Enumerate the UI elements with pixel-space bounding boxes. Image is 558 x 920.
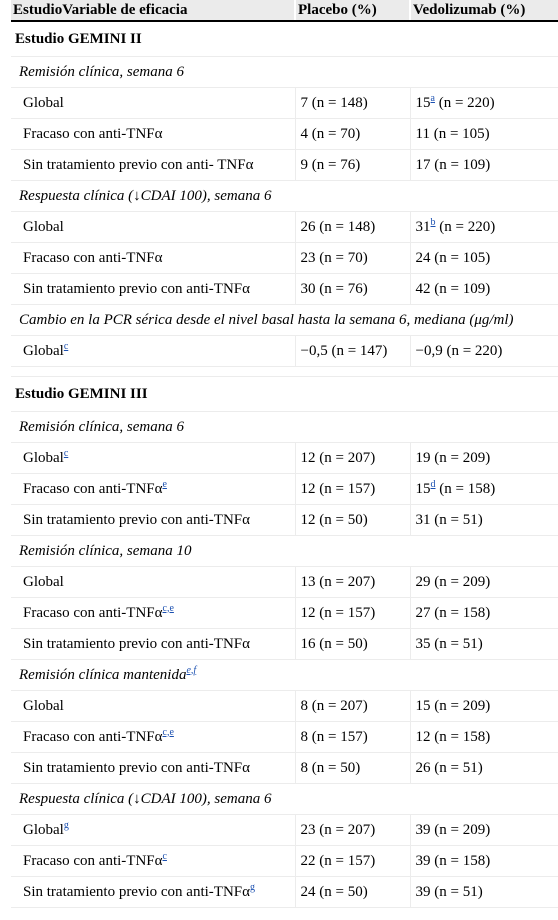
- placebo-cell: 4 (n = 70): [295, 119, 410, 150]
- variable-label: Global: [23, 94, 64, 111]
- variable-label: Sin tratamiento previo con anti-TNFα: [23, 511, 250, 528]
- variable-label: Fracaso con anti-TNFα: [23, 249, 163, 266]
- variable-cell: [11, 274, 295, 305]
- placebo-cell: 26 (n = 148): [295, 212, 410, 243]
- vedolizumab-cell: [410, 274, 558, 305]
- footnote-ref-link[interactable]: e: [162, 478, 167, 490]
- table-row: [11, 629, 558, 660]
- vedolizumab-value: 39 (n = 158): [415, 852, 491, 869]
- variable-label: Fracaso con anti-TNFα: [23, 125, 163, 142]
- footnote-ref-link[interactable]: g: [63, 819, 69, 831]
- variable-label: Sin tratamiento previo con anti-TNFα: [23, 280, 250, 297]
- table-row: [11, 691, 558, 722]
- footnote-ref-link[interactable]: g: [249, 881, 255, 893]
- vedolizumab-cell: [410, 567, 558, 598]
- variable-cell: [11, 119, 295, 150]
- group-title: Remisión clínica, semana 6: [19, 418, 184, 435]
- table-row: [11, 722, 558, 753]
- group-title: Remisión clínica, semana 6: [19, 63, 184, 80]
- variable-label: Global: [23, 821, 64, 838]
- table-row: [11, 753, 558, 784]
- vedolizumab-cell: [410, 336, 558, 367]
- variable-cell: [11, 567, 295, 598]
- group-row: [11, 57, 558, 88]
- table-row: [11, 119, 558, 150]
- footnote-ref-link[interactable]: c: [63, 447, 69, 459]
- group-title-cell: [11, 181, 558, 212]
- variable-cell: [11, 629, 295, 660]
- section-row: [11, 377, 558, 412]
- group-title: Respuesta clínica (↓CDAI 100), semana 6: [19, 790, 272, 807]
- section-row: [11, 21, 558, 57]
- variable-cell: [11, 443, 295, 474]
- footnote-ref-link[interactable]: c: [63, 340, 69, 352]
- table-row: [11, 474, 558, 505]
- vedolizumab-value: 31: [415, 218, 431, 235]
- vedolizumab-cell: [410, 150, 558, 181]
- variable-cell: [11, 722, 295, 753]
- vedolizumab-cell: [410, 212, 558, 243]
- group-row: [11, 536, 558, 567]
- group-title-cell: [11, 305, 558, 336]
- table-body: [11, 21, 558, 908]
- section-title: Estudio GEMINI II: [11, 21, 558, 57]
- variable-cell: [11, 753, 295, 784]
- vedolizumab-value: 29 (n = 209): [415, 573, 491, 590]
- table-row: [11, 336, 558, 367]
- vedolizumab-value: 15 (n = 209): [415, 697, 491, 714]
- variable-label: Fracaso con anti-TNFα: [23, 852, 163, 869]
- footnote-ref: [163, 848, 167, 862]
- variable-label: Global: [23, 697, 64, 714]
- group-title: Cambio en la PCR sérica desde el nivel basal hasta la semana 6, mediana (μg/ml): [19, 311, 514, 328]
- placebo-cell: 30 (n = 76): [295, 274, 410, 305]
- table-row: [11, 443, 558, 474]
- variable-label: Sin tratamiento previo con anti-TNFα: [23, 883, 250, 900]
- footnote-ref: [64, 445, 68, 459]
- footnote-ref-link[interactable]: c,e: [162, 602, 174, 614]
- table-row: [11, 88, 558, 119]
- vedolizumab-value: 42 (n = 109): [415, 280, 491, 297]
- placebo-cell: 22 (n = 157): [295, 846, 410, 877]
- variable-cell: [11, 505, 295, 536]
- placebo-cell: 8 (n = 207): [295, 691, 410, 722]
- group-row: [11, 181, 558, 212]
- vedolizumab-n: (n = 158): [435, 480, 496, 497]
- vedolizumab-cell: [410, 243, 558, 274]
- footnote-ref: [186, 662, 196, 676]
- variable-label: Sin tratamiento previo con anti-TNFα: [23, 759, 250, 776]
- vedolizumab-value: 11 (n = 105): [415, 125, 490, 142]
- variable-cell: [11, 815, 295, 846]
- variable-cell: [11, 691, 295, 722]
- vedolizumab-value: 39 (n = 51): [415, 883, 483, 900]
- group-title: Respuesta clínica (↓CDAI 100), semana 6: [19, 187, 272, 204]
- placebo-cell: 13 (n = 207): [295, 567, 410, 598]
- footnote-ref-link[interactable]: c,e: [162, 726, 174, 738]
- header-placebo: Placebo (%): [295, 0, 410, 21]
- variable-label: Global: [23, 218, 64, 235]
- vedolizumab-value: 19 (n = 209): [415, 449, 491, 466]
- placebo-cell: 8 (n = 157): [295, 722, 410, 753]
- footnote-ref: [64, 817, 69, 831]
- group-row: [11, 660, 558, 691]
- footnote-ref-link[interactable]: e,f: [186, 664, 197, 676]
- spacer-cell: [11, 367, 558, 377]
- group-row: [11, 305, 558, 336]
- table-row: [11, 243, 558, 274]
- group-row: [11, 784, 558, 815]
- group-title-cell: [11, 536, 558, 567]
- footnote-ref: [163, 476, 167, 490]
- variable-cell: [11, 846, 295, 877]
- vedolizumab-cell: [410, 88, 558, 119]
- vedolizumab-cell: [410, 443, 558, 474]
- vedolizumab-value: 39 (n = 209): [415, 821, 491, 838]
- vedolizumab-cell: [410, 474, 558, 505]
- placebo-cell: 24 (n = 50): [295, 877, 410, 908]
- group-title-cell: [11, 412, 558, 443]
- placebo-cell: −0,5 (n = 147): [295, 336, 410, 367]
- vedolizumab-n: (n = 220): [435, 218, 496, 235]
- vedolizumab-cell: [410, 815, 558, 846]
- vedolizumab-value: 31 (n = 51): [415, 511, 483, 528]
- variable-cell: [11, 243, 295, 274]
- vedolizumab-value: 27 (n = 158): [415, 604, 491, 621]
- variable-cell: [11, 150, 295, 181]
- variable-cell: [11, 212, 295, 243]
- footnote-ref: [250, 879, 255, 893]
- table-row: [11, 567, 558, 598]
- header-variable: EstudioVariable de eficacia: [11, 0, 295, 21]
- vedolizumab-cell: [410, 753, 558, 784]
- footnote-ref: [64, 338, 68, 352]
- footnote-ref-link[interactable]: a: [430, 92, 435, 104]
- group-title-cell: [11, 660, 558, 691]
- group-title-cell: [11, 57, 558, 88]
- vedolizumab-cell: [410, 598, 558, 629]
- vedolizumab-value: 17 (n = 109): [415, 156, 491, 173]
- variable-cell: [11, 474, 295, 505]
- placebo-cell: 12 (n = 157): [295, 474, 410, 505]
- table-row: [11, 505, 558, 536]
- variable-label: Sin tratamiento previo con anti-TNFα: [23, 635, 250, 652]
- vedolizumab-value: 35 (n = 51): [415, 635, 483, 652]
- table-row: [11, 274, 558, 305]
- placebo-cell: 16 (n = 50): [295, 629, 410, 660]
- vedolizumab-cell: [410, 691, 558, 722]
- table-row: [11, 877, 558, 908]
- vedolizumab-value: 26 (n = 51): [415, 759, 483, 776]
- header-row: [11, 0, 558, 21]
- variable-cell: [11, 336, 295, 367]
- variable-label: Fracaso con anti-TNFα: [23, 604, 163, 621]
- vedolizumab-cell: [410, 877, 558, 908]
- placebo-cell: 23 (n = 207): [295, 815, 410, 846]
- footnote-ref: [163, 600, 174, 614]
- table-row: [11, 150, 558, 181]
- vedolizumab-value: 24 (n = 105): [415, 249, 491, 266]
- vedolizumab-value: −0,9 (n = 220): [415, 342, 503, 359]
- placebo-cell: 12 (n = 157): [295, 598, 410, 629]
- variable-label: Global: [23, 342, 64, 359]
- variable-cell: [11, 598, 295, 629]
- footnote-ref-link[interactable]: c: [162, 850, 167, 862]
- footnote-ref: [163, 724, 174, 738]
- table-row: [11, 212, 558, 243]
- placebo-cell: 23 (n = 70): [295, 243, 410, 274]
- footnote-ref-link[interactable]: b: [430, 216, 436, 228]
- vedolizumab-value: 12 (n = 158): [415, 728, 491, 745]
- variable-cell: [11, 877, 295, 908]
- vedolizumab-cell: [410, 846, 558, 877]
- efficacy-table: [11, 0, 558, 908]
- variable-label: Sin tratamiento previo con anti- TNFα: [23, 156, 254, 173]
- vedolizumab-value: 15: [415, 480, 431, 497]
- vedolizumab-value: 15: [415, 94, 431, 111]
- vedolizumab-cell: [410, 629, 558, 660]
- variable-label: Global: [23, 573, 64, 590]
- table-row: [11, 846, 558, 877]
- section-title: Estudio GEMINI III: [11, 377, 558, 412]
- group-title: Remisión clínica mantenida: [19, 666, 187, 683]
- group-title-cell: [11, 784, 558, 815]
- placebo-cell: 8 (n = 50): [295, 753, 410, 784]
- vedolizumab-cell: [410, 722, 558, 753]
- placebo-cell: 12 (n = 50): [295, 505, 410, 536]
- placebo-cell: 12 (n = 207): [295, 443, 410, 474]
- table-row: [11, 598, 558, 629]
- table-row: [11, 815, 558, 846]
- vedolizumab-n: (n = 220): [434, 94, 495, 111]
- footnote-ref-link[interactable]: d: [430, 478, 436, 490]
- variable-label: Fracaso con anti-TNFα: [23, 480, 163, 497]
- vedolizumab-cell: [410, 505, 558, 536]
- variable-label: Fracaso con anti-TNFα: [23, 728, 163, 745]
- header-vedolizumab: Vedolizumab (%): [410, 0, 558, 21]
- section-spacer: [11, 367, 558, 377]
- group-title: Remisión clínica, semana 10: [19, 542, 192, 559]
- group-row: [11, 412, 558, 443]
- vedolizumab-cell: [410, 119, 558, 150]
- variable-cell: [11, 88, 295, 119]
- placebo-cell: 9 (n = 76): [295, 150, 410, 181]
- placebo-cell: 7 (n = 148): [295, 88, 410, 119]
- variable-label: Global: [23, 449, 64, 466]
